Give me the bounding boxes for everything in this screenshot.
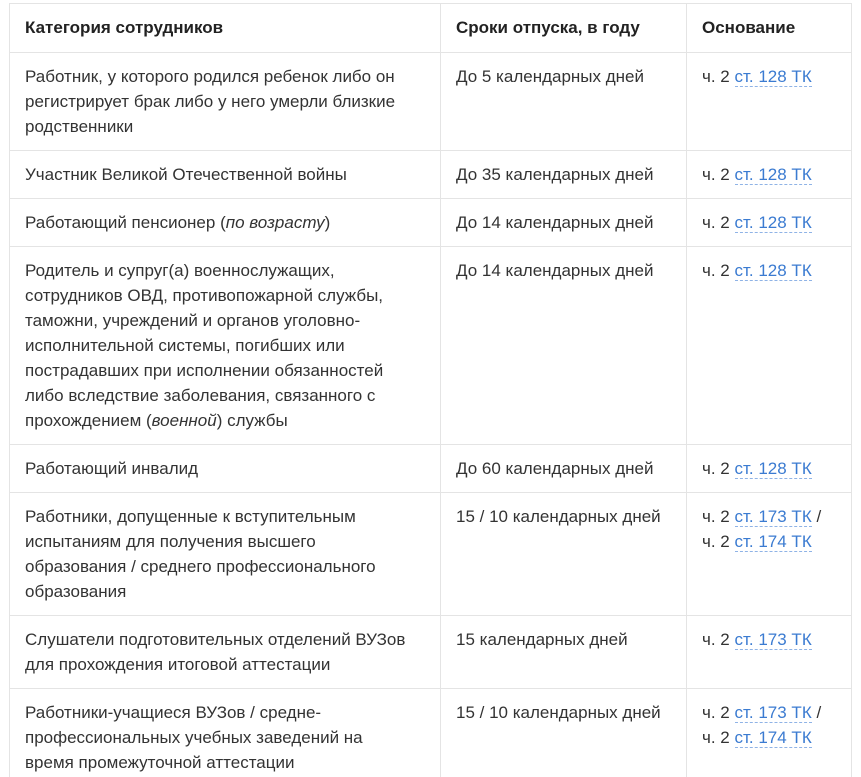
basis-prefix: ч. 2 [702, 459, 730, 478]
cell-basis [687, 247, 852, 445]
basis-prefix: ч. 2 [702, 728, 730, 747]
law-article-link[interactable]: ст. 174 ТК [734, 532, 812, 551]
law-article-link[interactable]: ст. 173 ТК [734, 703, 812, 722]
basis-prefix: ч. 2 [702, 532, 730, 551]
cell-duration: До 14 календарных дней [441, 247, 687, 445]
cell-basis [687, 53, 852, 151]
law-article-link[interactable]: ст. 173 ТК [734, 507, 812, 526]
cell-category: Родитель и супруг(а) военнослужащих, сотрудников ОВД, противопожарной службы, таможни, учреждений и органов уголовно-исполнительной системы, погибших или пострадавших при исполнении обязанностей либо вследствие заболевания, связанного с прохождением (военной) службы [10, 247, 441, 445]
category-italic: военной [151, 411, 217, 430]
cell-basis [687, 616, 852, 689]
cell-duration: 15 / 10 календарных дней [441, 689, 687, 777]
cell-category: Работающий инвалид [10, 445, 441, 493]
cell-duration: 15 календарных дней [441, 616, 687, 689]
cell-category: Участник Великой Отечественной войны [10, 151, 441, 199]
basis-prefix: ч. 2 [702, 703, 730, 722]
cell-basis [687, 493, 852, 616]
table-row [10, 247, 852, 445]
cell-duration: До 60 календарных дней [441, 445, 687, 493]
law-article-link[interactable]: ст. 128 ТК [734, 165, 812, 184]
header-duration: Сроки отпуска, в году [441, 4, 687, 53]
cell-duration: 15 / 10 календарных дней [441, 493, 687, 616]
basis-prefix: ч. 2 [702, 67, 730, 86]
table-row [10, 199, 852, 247]
table-row [10, 493, 852, 616]
table-row [10, 616, 852, 689]
law-article-link[interactable]: ст. 128 ТК [734, 261, 812, 280]
vacation-table [9, 3, 852, 777]
cell-basis [687, 445, 852, 493]
basis-separator: / [811, 507, 822, 526]
cell-category: Работающий пенсионер (по возрасту) [10, 199, 441, 247]
cell-basis [687, 151, 852, 199]
law-article-link[interactable]: ст. 128 ТК [734, 459, 812, 478]
basis-prefix: ч. 2 [702, 507, 730, 526]
cell-duration: До 35 календарных дней [441, 151, 687, 199]
table-header-row [10, 4, 852, 53]
cell-duration: До 5 календарных дней [441, 53, 687, 151]
header-basis: Основание [687, 4, 852, 53]
table-row [10, 689, 852, 777]
table-row [10, 151, 852, 199]
basis-prefix: ч. 2 [702, 261, 730, 280]
basis-prefix: ч. 2 [702, 165, 730, 184]
basis-prefix: ч. 2 [702, 213, 730, 232]
cell-basis [687, 199, 852, 247]
cell-basis [687, 689, 852, 777]
cell-duration: До 14 календарных дней [441, 199, 687, 247]
table-row [10, 53, 852, 151]
basis-separator: / [811, 703, 822, 722]
law-article-link[interactable]: ст. 174 ТК [734, 728, 812, 747]
cell-category: Слушатели подготовительных отделений ВУЗов для прохождения итоговой аттестации [10, 616, 441, 689]
law-article-link[interactable]: ст. 128 ТК [734, 213, 812, 232]
table-row [10, 445, 852, 493]
basis-prefix: ч. 2 [702, 630, 730, 649]
category-italic: по возрасту [225, 213, 325, 232]
cell-category: Работник, у которого родился ребенок либо он регистрирует брак либо у него умерли близкие родственники [10, 53, 441, 151]
law-article-link[interactable]: ст. 173 ТК [734, 630, 812, 649]
cell-category: Работники, допущенные к вступительным испытаниям для получения высшего образования / среднего профессионального образования [10, 493, 441, 616]
cell-category: Работники-учащиеся ВУЗов / средне-профессиональных учебных заведений на время промежуточной аттестации [10, 689, 441, 777]
header-category: Категория сотрудников [10, 4, 441, 53]
law-article-link[interactable]: ст. 128 ТК [734, 67, 812, 86]
